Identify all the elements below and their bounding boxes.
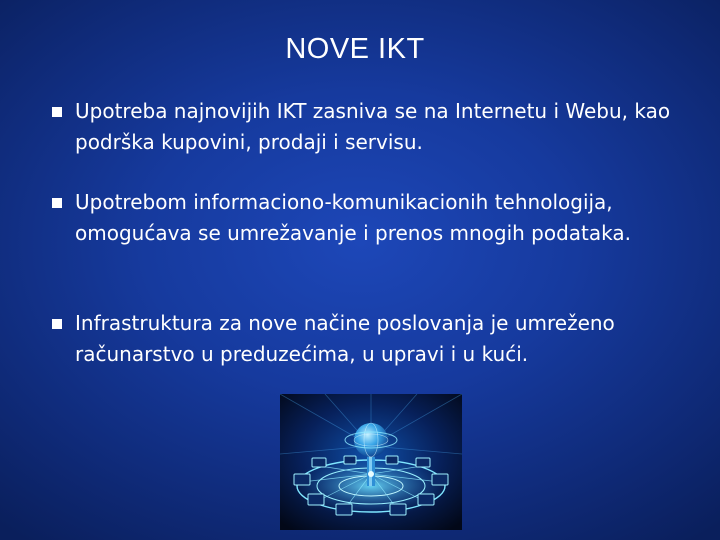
slide-title: NOVE IKT (285, 33, 425, 65)
network-globe-illustration (280, 394, 462, 530)
bullet-text: Infrastruktura za nove načine poslovanja je umreženo računarstvo u preduzećima, u upravi i u kući. (75, 311, 615, 366)
bullet-text: Upotrebom informaciono-komunikacionih tehnologija, omogućava se umrežavanje i prenos mnogih podataka. (75, 190, 631, 245)
bullet-square-icon (52, 319, 62, 329)
bullet-square-icon (52, 198, 62, 208)
bullet-square-icon (52, 107, 62, 117)
bullet-text: Upotreba najnovijih IKT zasniva se na Internetu i Webu, kao podrška kupovini, prodaji i servisu. (75, 99, 671, 154)
